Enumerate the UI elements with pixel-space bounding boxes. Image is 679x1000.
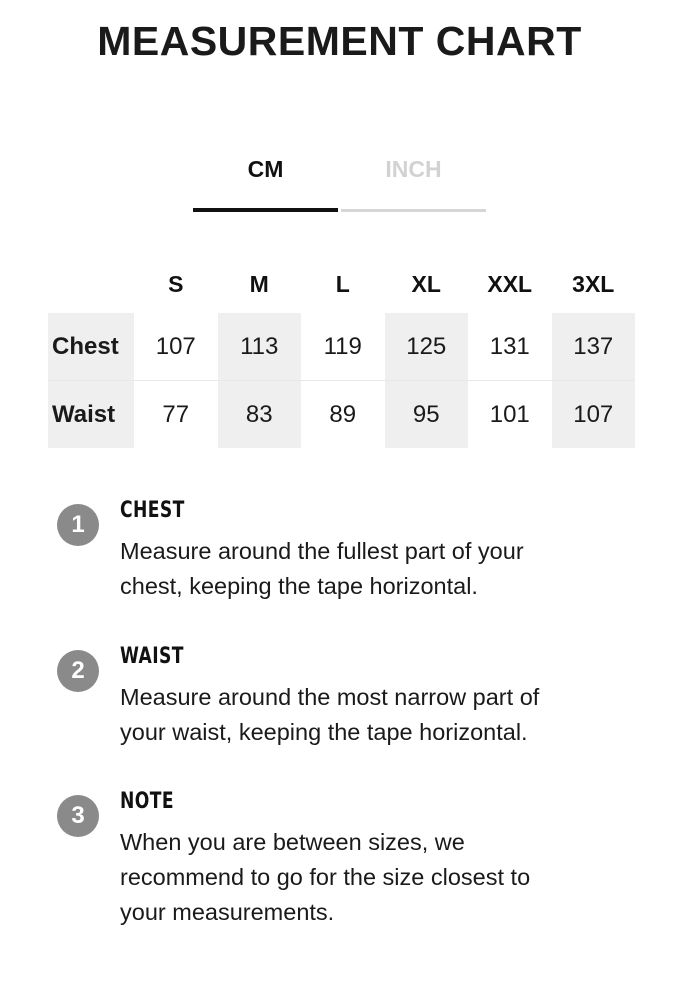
size-header-empty <box>48 255 134 313</box>
table-cell: 125 <box>385 313 469 381</box>
tab-cm-underline <box>193 208 338 212</box>
note-text <box>120 825 640 930</box>
note-number-badge: 3 <box>57 795 99 837</box>
note-heading: NOTE <box>120 789 174 814</box>
size-header-xl: XL <box>411 270 441 297</box>
table-cell: 131 <box>468 313 552 381</box>
table-cell: 119 <box>301 313 385 381</box>
page-title: MEASUREMENT CHART <box>97 18 582 64</box>
table-row-waist <box>48 381 635 449</box>
table-cell: 107 <box>134 313 218 381</box>
note-text-line: recommend to go for the size closest to <box>120 864 531 890</box>
note-text-line: When you are between sizes, we <box>120 829 465 855</box>
note-heading: CHEST <box>120 498 185 523</box>
note-number-badge: 2 <box>57 650 99 692</box>
table-cell: 77 <box>162 400 190 428</box>
table-cell: 89 <box>329 400 357 428</box>
table-cell: 113 <box>218 313 302 381</box>
unit-tabs <box>193 150 487 212</box>
table-cell: 101 <box>489 400 530 428</box>
note-heading: WAIST <box>120 644 184 669</box>
row-label-chest: Chest <box>48 313 134 381</box>
tab-cm-label: CM <box>247 156 284 182</box>
table-cell: 137 <box>552 313 636 381</box>
note-text-line: your waist, keeping the tape horizontal. <box>120 719 528 745</box>
table-cell: 83 <box>218 381 302 449</box>
tab-cm[interactable] <box>193 150 338 212</box>
note-text <box>120 534 640 604</box>
size-table <box>48 255 635 448</box>
size-header-row <box>48 255 635 313</box>
note-text-line: Measure around the most narrow part of <box>120 684 540 710</box>
tab-inch-underline <box>341 209 486 212</box>
note-number-badge: 1 <box>57 504 99 546</box>
size-header-xxl: XXL <box>487 270 533 297</box>
note-text-line: Measure around the fullest part of your <box>120 538 524 564</box>
tab-inch-label: INCH <box>385 156 442 182</box>
note-text <box>120 680 640 750</box>
table-cell: 107 <box>552 381 636 449</box>
tab-inch[interactable] <box>341 150 486 212</box>
size-header-3xl: 3XL <box>572 270 615 297</box>
table-cell: 95 <box>385 381 469 449</box>
size-header-m: M <box>249 270 269 297</box>
note-text-line: chest, keeping the tape horizontal. <box>120 573 478 599</box>
table-row-chest <box>48 313 635 381</box>
size-header-l: L <box>335 270 350 297</box>
size-header-s: S <box>168 270 184 297</box>
note-text-line: your measurements. <box>120 899 335 925</box>
row-label-waist: Waist <box>48 381 134 449</box>
